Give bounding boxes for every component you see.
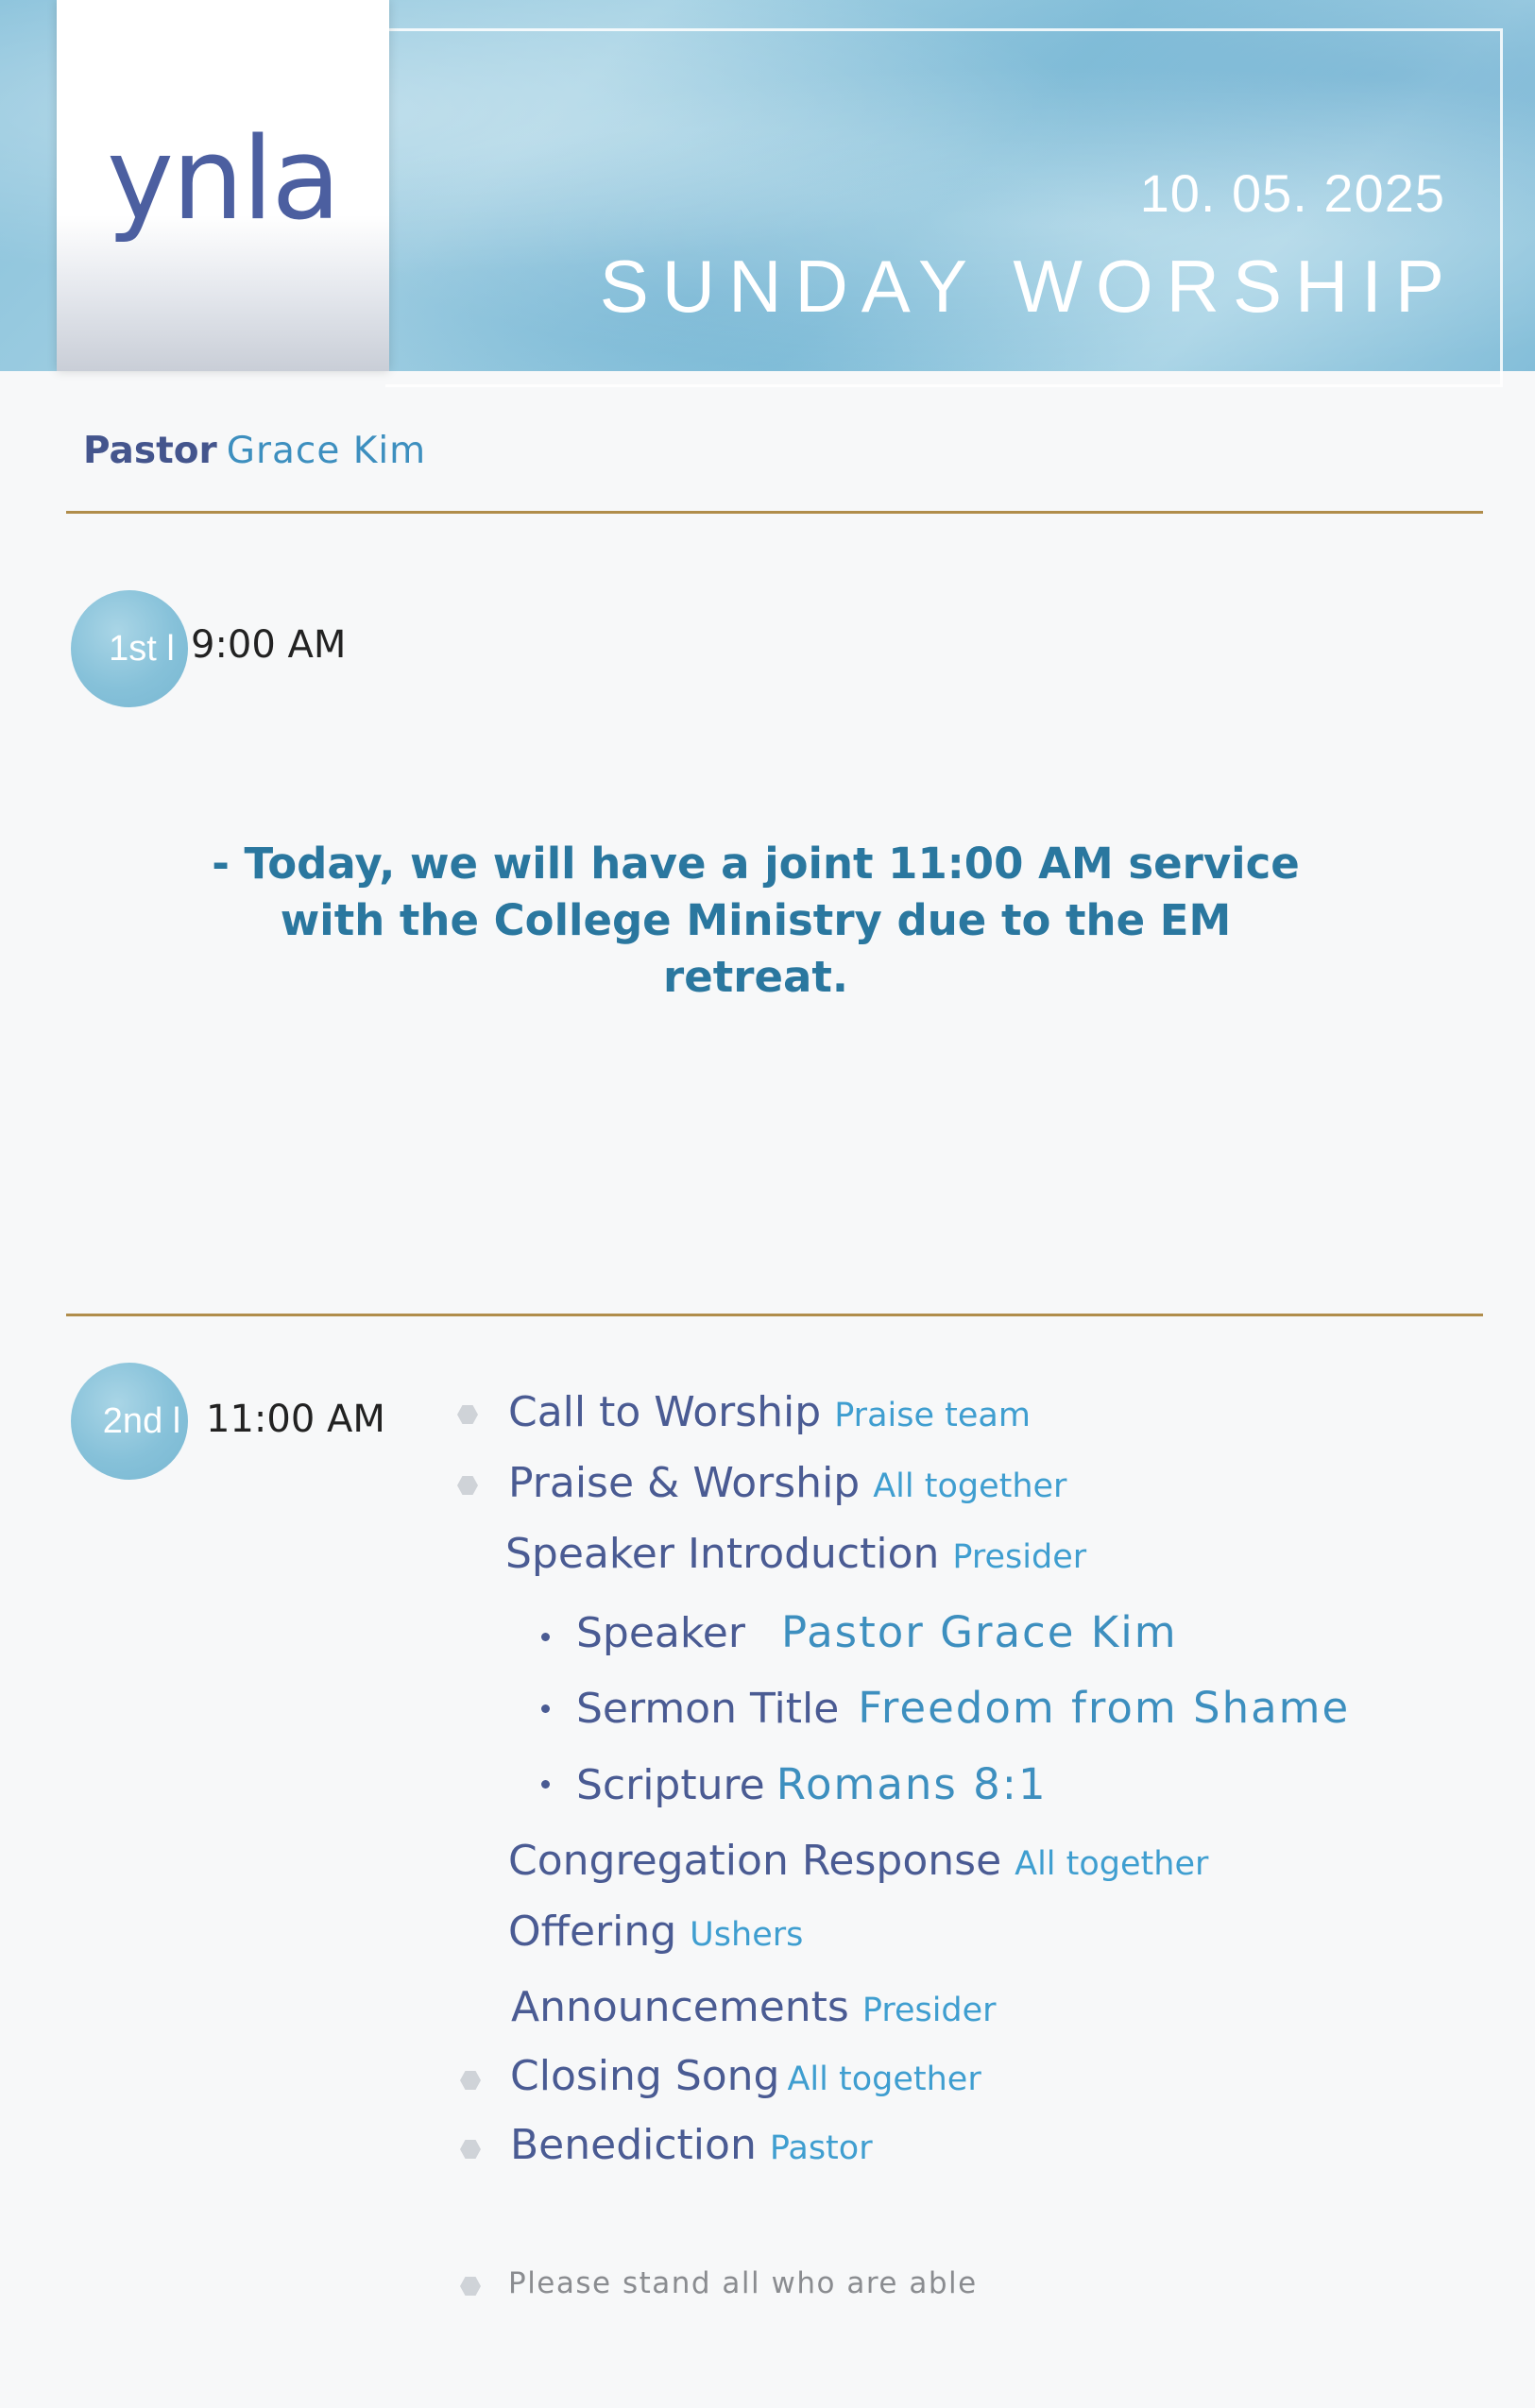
- second-service-badge-label: 2nd l: [102, 1400, 181, 1441]
- order-item-congregation-response: [508, 1837, 1208, 1885]
- notice-line-1: - Today, we will have a joint 11:00 AM service: [212, 839, 1300, 889]
- header-banner: [0, 0, 1535, 371]
- order-item-label: Praise & Worship: [508, 1459, 861, 1507]
- hexagon-bullet-icon: [457, 1405, 478, 1424]
- order-item-offering: [508, 1908, 803, 1956]
- order-item-label: Announcements: [511, 1983, 849, 2031]
- order-item-label: Call to Worship: [508, 1388, 822, 1436]
- page-title: SUNDAY WORSHIP: [599, 245, 1458, 328]
- order-item-closing-song: [510, 2052, 981, 2100]
- order-item-label: Speaker Introduction: [505, 1530, 940, 1578]
- second-service-time: 11:00 AM: [206, 1398, 385, 1441]
- sermon-detail-value: Freedom from Shame: [858, 1683, 1351, 1733]
- first-service-time: 9:00 AM: [191, 623, 347, 667]
- order-item-label: Offering: [508, 1908, 677, 1956]
- sermon-detail-value: Pastor Grace Kim: [780, 1607, 1178, 1657]
- logo-tab: [57, 0, 389, 371]
- order-item-role: Presider: [952, 1538, 1087, 1576]
- order-item-role: Presider: [861, 1992, 997, 2029]
- order-item-label: Benediction: [510, 2121, 757, 2169]
- order-item-benediction: [510, 2121, 873, 2169]
- order-item-role: Praise team: [834, 1397, 1031, 1434]
- sermon-detail-scripture: [576, 1759, 1048, 1809]
- pastor-label: Pastor: [83, 430, 217, 472]
- dot-bullet-icon: [541, 1633, 550, 1641]
- order-item-role: Ushers: [690, 1916, 804, 1954]
- order-item-announcements: [511, 1983, 997, 2031]
- first-service-badge: [71, 590, 188, 707]
- stand-note: Please stand all who are able: [508, 2266, 978, 2300]
- logo: ynla: [107, 114, 339, 246]
- service-date: 10. 05. 2025: [1139, 163, 1445, 223]
- pastor-name: Grace Kim: [226, 430, 427, 472]
- hexagon-bullet-icon: [460, 2140, 481, 2159]
- order-item-speaker-introduction: [505, 1530, 1086, 1578]
- dot-bullet-icon: [541, 1704, 550, 1713]
- notice-line-2: with the College Ministry due to the EM retreat.: [280, 895, 1232, 1002]
- hexagon-bullet-icon: [457, 1476, 478, 1495]
- order-item-praise-worship: [508, 1459, 1066, 1507]
- hexagon-bullet-icon: [460, 2071, 481, 2090]
- sermon-detail-label: Sermon Title: [576, 1685, 840, 1733]
- order-item-label: Closing Song: [510, 2052, 780, 2100]
- order-item-role: All together: [1015, 1845, 1209, 1883]
- hexagon-bullet-icon: [460, 2277, 481, 2296]
- sermon-detail-label: Scripture: [576, 1761, 765, 1809]
- divider-top: [66, 511, 1483, 514]
- order-item-role: All together: [787, 2060, 981, 2098]
- order-item-role: All together: [873, 1467, 1067, 1505]
- second-service-badge: [71, 1363, 188, 1480]
- notice: [189, 836, 1322, 1006]
- first-service-badge-label: 1st l: [109, 628, 175, 669]
- sermon-detail-title: [576, 1683, 1350, 1733]
- sermon-detail-speaker: [576, 1607, 1178, 1657]
- order-item-call-to-worship: [508, 1388, 1031, 1436]
- sermon-detail-value: Romans 8:1: [776, 1759, 1048, 1809]
- order-item-label: Congregation Response: [508, 1837, 1002, 1885]
- sermon-detail-label: Speaker: [576, 1609, 745, 1657]
- order-item-role: Pastor: [769, 2129, 873, 2167]
- pastor-line: [83, 430, 426, 472]
- dot-bullet-icon: [541, 1780, 550, 1789]
- divider-middle: [66, 1314, 1483, 1316]
